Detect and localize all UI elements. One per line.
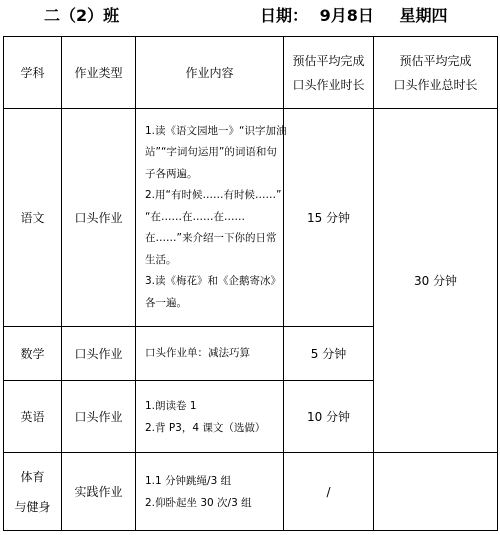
content-line: 站”“字词句运用”的词语和句	[145, 146, 277, 159]
content-line: 3.读《梅花》和《企鹅寄冰》	[145, 275, 282, 288]
content-line: 子各两遍。	[145, 167, 198, 180]
homework-table	[3, 36, 498, 531]
table-row	[4, 453, 498, 531]
time-cell: 15 分钟	[284, 109, 374, 327]
col-header-total-time	[374, 37, 498, 109]
content-line: 2.用“有时候……有时候……”	[145, 189, 282, 202]
date-line	[260, 6, 447, 26]
table-row	[4, 109, 498, 327]
subject-cell: 数学	[4, 327, 62, 381]
col-header-total-time-line2: 口头作业总时长	[393, 77, 478, 92]
empty-cell	[374, 453, 498, 531]
content-cell	[136, 453, 284, 531]
content-line: 口头作业单：减法巧算	[145, 346, 250, 359]
subject-cell: 英语	[4, 381, 62, 453]
content-line: 在……”来介绍一下你的日常	[145, 232, 277, 245]
col-header-avg-time-line1: 预估平均完成	[292, 53, 365, 68]
type-cell: 口头作业	[62, 327, 136, 381]
content-cell	[136, 381, 284, 453]
content-cell	[136, 327, 284, 381]
col-header-avg-time-line2: 口头作业时长	[292, 77, 365, 92]
content-line: 2.仰卧起坐 30 次/3 组	[145, 496, 252, 509]
content-line: 1.读《语文园地一》“识字加油	[145, 124, 287, 137]
subject-line: 与健身	[14, 499, 51, 514]
weekday: 星期四	[399, 6, 448, 25]
content-line: 生活。	[145, 253, 177, 266]
time-cell: 5 分钟	[284, 327, 374, 381]
date-label: 日期：	[260, 6, 309, 25]
col-header-type: 作业类型	[62, 37, 136, 109]
content-line: 1.1 分钟跳绳/3 组	[145, 474, 232, 487]
time-cell: /	[284, 453, 374, 531]
type-cell: 口头作业	[62, 381, 136, 453]
col-header-subject: 学科	[4, 37, 62, 109]
time-cell: 10 分钟	[284, 381, 374, 453]
subject-cell: 语文	[4, 109, 62, 327]
subject-cell	[4, 453, 62, 531]
content-line: 各一遍。	[145, 296, 187, 309]
header-row	[4, 37, 498, 109]
content-line: “在……在……在……	[145, 210, 245, 223]
content-cell	[136, 109, 287, 327]
total-time-cell: 30 分钟	[374, 109, 498, 453]
date-value: 9月8日	[319, 6, 374, 25]
type-cell: 口头作业	[62, 109, 136, 327]
col-header-content: 作业内容	[136, 37, 284, 109]
type-cell: 实践作业	[62, 453, 136, 531]
content-line: 1.朗读卷 1	[145, 399, 197, 412]
content-line: 2.背 P3，4 课文（选做）	[145, 421, 266, 434]
subject-line: 体育	[20, 469, 45, 484]
col-header-avg-time	[284, 37, 374, 109]
class-title: 二（2）班	[44, 6, 120, 25]
col-header-total-time-line1: 预估平均完成	[399, 53, 472, 68]
